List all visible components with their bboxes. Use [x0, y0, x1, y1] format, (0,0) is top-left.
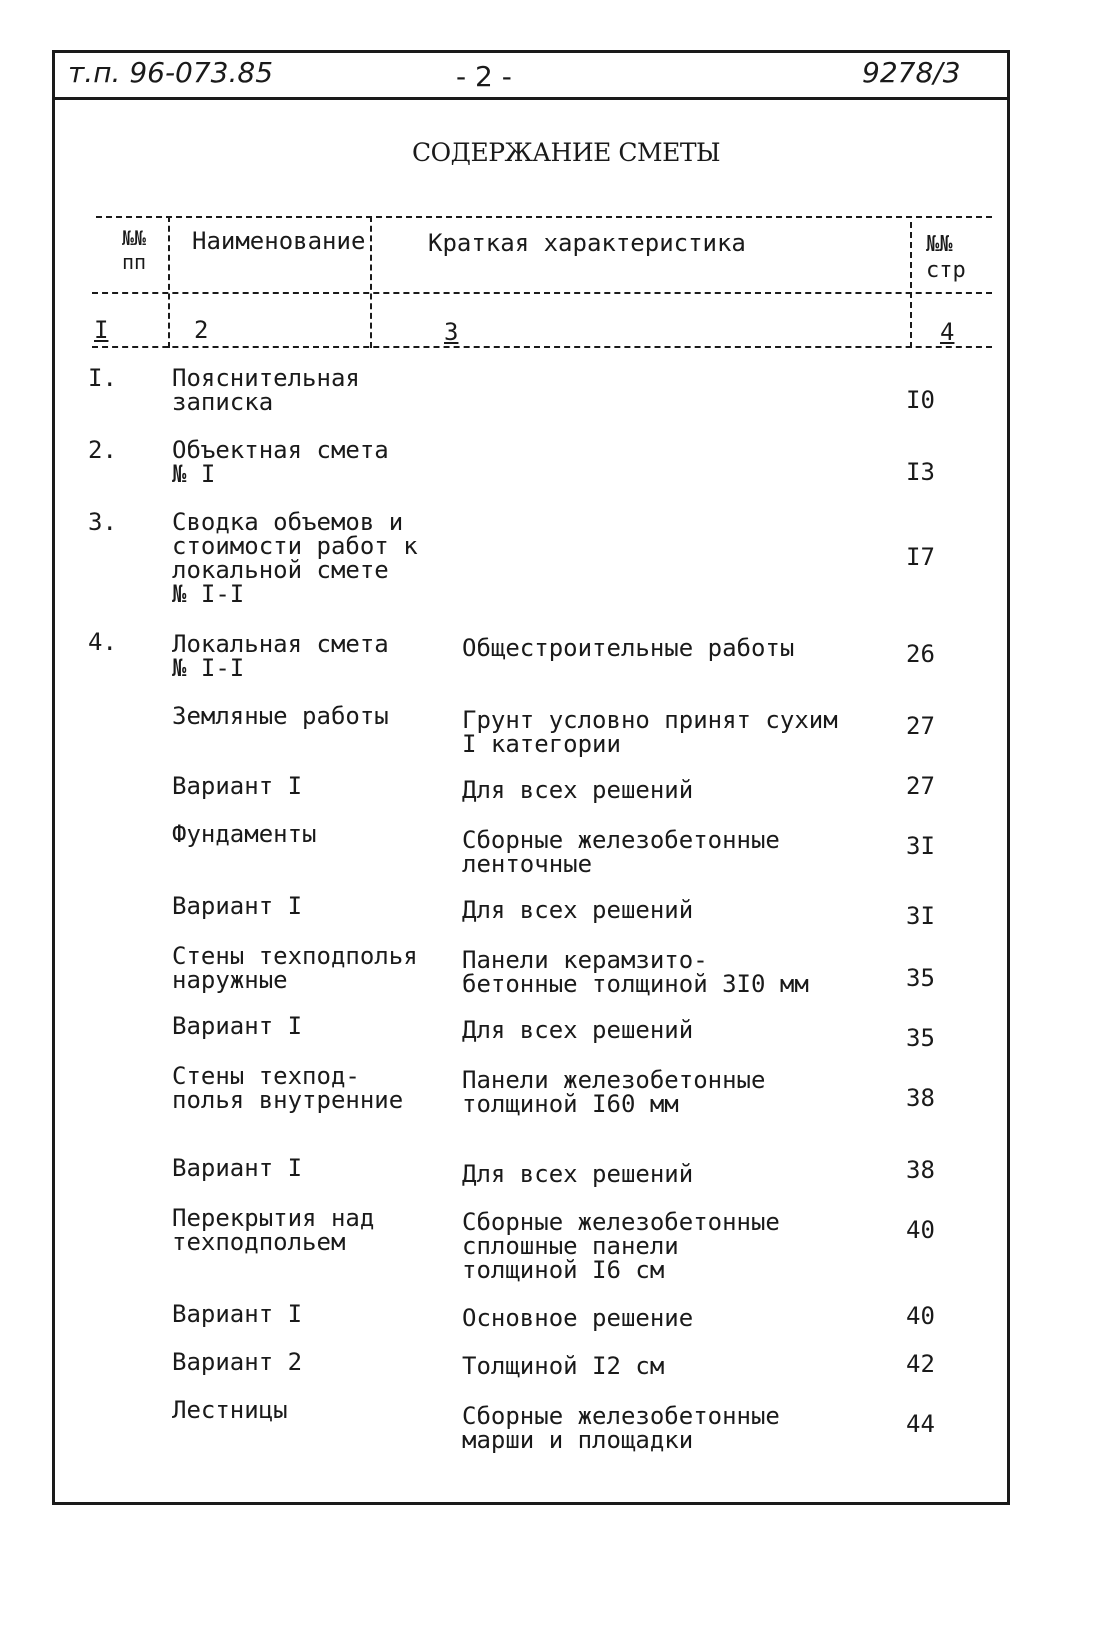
row-11-name: Стены техпод- полья внутренние — [172, 1062, 404, 1114]
col-number-1: I — [94, 316, 109, 344]
archive-code: 9278/3 — [862, 56, 961, 89]
row-16-page: 44 — [906, 1410, 935, 1438]
row-15-desc: Толщиной I2 см — [462, 1352, 665, 1380]
row-1-num: I. — [88, 364, 117, 392]
col-header-name: Наименование — [192, 227, 366, 255]
row-13-name: Перекрытия над техподпольем — [172, 1204, 375, 1256]
row-3-num: 3. — [88, 508, 117, 536]
row-4-name: Локальная смета № I-I — [172, 630, 389, 682]
grid-col-1 — [168, 216, 170, 348]
row-3-page: I7 — [906, 543, 935, 571]
page-title: СОДЕРЖАНИЕ СМЕТЫ — [412, 138, 721, 167]
row-14-desc: Основное решение — [462, 1304, 694, 1332]
row-16-desc: Сборные железобетонные марши и площадки — [462, 1402, 780, 1454]
row-9-desc: Панели керамзито- бетонные толщиной 3I0 мм — [462, 946, 809, 998]
row-8-page: 3I — [906, 902, 935, 930]
row-1-name: Пояснительная записка — [172, 364, 360, 416]
row-9-name: Стены техподполья наружные — [172, 942, 418, 994]
row-5-desc: Грунт условно принят сухим I категории — [462, 706, 838, 758]
row-12-page: 38 — [906, 1156, 935, 1184]
row-4-num: 4. — [88, 628, 117, 656]
col-number-4: 4 — [940, 318, 955, 346]
row-15-name: Вариант 2 — [172, 1348, 303, 1376]
grid-col-3 — [910, 222, 912, 348]
row-14-page: 40 — [906, 1302, 935, 1330]
row-6-desc: Для всех решений — [462, 776, 694, 804]
page-marker: - 2 - — [456, 60, 512, 93]
header-divider — [52, 97, 1010, 100]
row-10-name: Вариант I — [172, 1012, 303, 1040]
row-12-desc: Для всех решений — [462, 1160, 694, 1188]
grid-line-mid — [92, 292, 992, 294]
row-6-page: 27 — [906, 772, 935, 800]
row-2-page: I3 — [906, 458, 935, 486]
row-2-name: Объектная смета № I — [172, 436, 389, 488]
row-11-desc: Панели железобетонные толщиной I60 мм — [462, 1066, 766, 1118]
row-10-desc: Для всех решений — [462, 1016, 694, 1044]
row-4-desc: Общестроительные работы — [462, 634, 795, 662]
row-7-page: 3I — [906, 832, 935, 860]
row-6-name: Вариант I — [172, 772, 303, 800]
grid-line-top — [96, 216, 992, 218]
row-2-num: 2. — [88, 436, 117, 464]
col-number-3: 3 — [444, 318, 459, 346]
doc-code: т.п. 96-073.85 — [68, 56, 274, 89]
row-7-name: Фундаменты — [172, 820, 317, 848]
row-8-name: Вариант I — [172, 892, 303, 920]
row-5-name: Земляные работы — [172, 702, 389, 730]
row-14-name: Вариант I — [172, 1300, 303, 1328]
col-header-desc: Краткая характеристика — [428, 229, 746, 257]
row-15-page: 42 — [906, 1350, 935, 1378]
grid-col-2 — [370, 216, 372, 348]
row-12-name: Вариант I — [172, 1154, 303, 1182]
row-11-page: 38 — [906, 1084, 935, 1112]
col-number-2: 2 — [194, 316, 209, 344]
row-8-desc: Для всех решений — [462, 896, 694, 924]
col-header-page: №№ стр — [926, 232, 966, 283]
row-9-page: 35 — [906, 964, 935, 992]
row-5-page: 27 — [906, 712, 935, 740]
row-7-desc: Сборные железобетонные ленточные — [462, 826, 780, 878]
row-1-page: I0 — [906, 386, 935, 414]
row-13-page: 40 — [906, 1216, 935, 1244]
col-header-num: №№ пп — [122, 226, 147, 274]
row-4-page: 26 — [906, 640, 935, 668]
row-10-page: 35 — [906, 1024, 935, 1052]
row-3-name: Сводка объемов и стоимости работ к локальной смете № I-I — [172, 508, 418, 608]
row-16-name: Лестницы — [172, 1396, 288, 1424]
row-13-desc: Сборные железобетонные сплошные панели толщиной I6 см — [462, 1208, 780, 1284]
grid-line-bottom — [92, 346, 992, 348]
